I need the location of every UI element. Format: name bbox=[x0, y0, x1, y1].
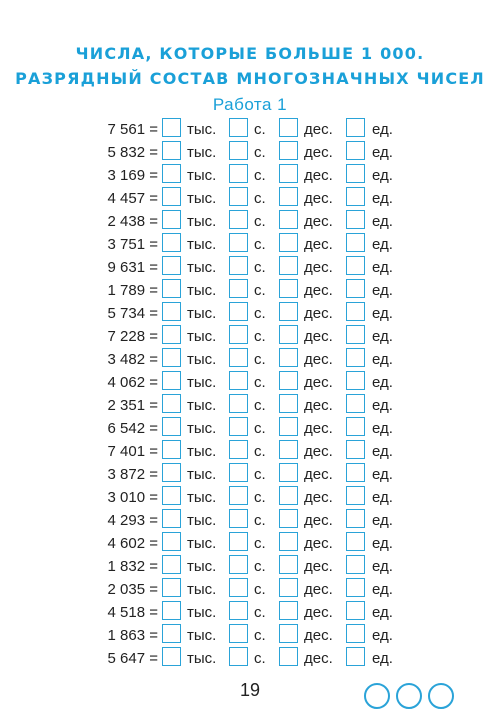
tens-unit-label: дес. bbox=[304, 443, 333, 460]
hundreds-unit-label: с. bbox=[254, 305, 266, 322]
thousands-unit-label: тыс. bbox=[187, 328, 217, 345]
exercise-row bbox=[0, 416, 500, 439]
ones-answer-box[interactable] bbox=[346, 486, 365, 505]
ones-unit-label: ед. bbox=[372, 535, 393, 552]
tens-unit-label: дес. bbox=[304, 351, 333, 368]
hundreds-unit-label: с. bbox=[254, 558, 266, 575]
hundreds-unit-label: с. bbox=[254, 535, 266, 552]
tens-answer-box[interactable] bbox=[279, 624, 298, 643]
ones-unit-label: ед. bbox=[372, 466, 393, 483]
ones-unit-label: ед. bbox=[372, 581, 393, 598]
ones-answer-box[interactable] bbox=[346, 532, 365, 551]
assessment-circle-2[interactable] bbox=[396, 683, 422, 709]
tens-unit-label: дес. bbox=[304, 374, 333, 391]
title-line-2: РАЗРЯДНЫЙ СОСТАВ МНОГОЗНАЧНЫХ ЧИСЕЛ bbox=[15, 69, 485, 88]
tens-answer-box[interactable] bbox=[279, 279, 298, 298]
exercise-row bbox=[0, 554, 500, 577]
tens-answer-box[interactable] bbox=[279, 302, 298, 321]
hundreds-answer-box[interactable] bbox=[229, 348, 248, 367]
exercise-row bbox=[0, 347, 500, 370]
tens-answer-box[interactable] bbox=[279, 325, 298, 344]
ones-unit-label: ед. bbox=[372, 420, 393, 437]
hundreds-unit-label: с. bbox=[254, 604, 266, 621]
tens-unit-label: дес. bbox=[304, 190, 333, 207]
number-expression: 4 518 = bbox=[107, 604, 158, 621]
hundreds-unit-label: с. bbox=[254, 167, 266, 184]
ones-unit-label: ед. bbox=[372, 144, 393, 161]
number-expression: 1 789 = bbox=[107, 282, 158, 299]
tens-unit-label: дес. bbox=[304, 282, 333, 299]
thousands-answer-box[interactable] bbox=[162, 417, 181, 436]
ones-answer-box[interactable] bbox=[346, 233, 365, 252]
tens-answer-box[interactable] bbox=[279, 647, 298, 666]
ones-unit-label: ед. bbox=[372, 213, 393, 230]
hundreds-answer-box[interactable] bbox=[229, 210, 248, 229]
hundreds-unit-label: с. bbox=[254, 397, 266, 414]
hundreds-answer-box[interactable] bbox=[229, 647, 248, 666]
exercise-row bbox=[0, 439, 500, 462]
exercise-row bbox=[0, 163, 500, 186]
ones-answer-box[interactable] bbox=[346, 624, 365, 643]
number-expression: 4 293 = bbox=[107, 512, 158, 529]
number-expression: 7 401 = bbox=[107, 443, 158, 460]
tens-unit-label: дес. bbox=[304, 581, 333, 598]
hundreds-unit-label: с. bbox=[254, 236, 266, 253]
thousands-unit-label: тыс. bbox=[187, 443, 217, 460]
tens-unit-label: дес. bbox=[304, 167, 333, 184]
thousands-answer-box[interactable] bbox=[162, 233, 181, 252]
thousands-answer-box[interactable] bbox=[162, 555, 181, 574]
exercise-rows bbox=[0, 117, 500, 669]
thousands-answer-box[interactable] bbox=[162, 601, 181, 620]
ones-answer-box[interactable] bbox=[346, 256, 365, 275]
hundreds-answer-box[interactable] bbox=[229, 601, 248, 620]
ones-answer-box[interactable] bbox=[346, 647, 365, 666]
thousands-unit-label: тыс. bbox=[187, 190, 217, 207]
tens-answer-box[interactable] bbox=[279, 210, 298, 229]
exercise-row bbox=[0, 462, 500, 485]
thousands-answer-box[interactable] bbox=[162, 302, 181, 321]
number-expression: 3 010 = bbox=[107, 489, 158, 506]
thousands-unit-label: тыс. bbox=[187, 558, 217, 575]
tens-answer-box[interactable] bbox=[279, 371, 298, 390]
ones-unit-label: ед. bbox=[372, 650, 393, 667]
ones-answer-box[interactable] bbox=[346, 164, 365, 183]
ones-answer-box[interactable] bbox=[346, 141, 365, 160]
number-expression: 7 228 = bbox=[107, 328, 158, 345]
tens-answer-box[interactable] bbox=[279, 141, 298, 160]
hundreds-unit-label: с. bbox=[254, 374, 266, 391]
tens-unit-label: дес. bbox=[304, 397, 333, 414]
thousands-unit-label: тыс. bbox=[187, 627, 217, 644]
hundreds-unit-label: с. bbox=[254, 650, 266, 667]
tens-unit-label: дес. bbox=[304, 236, 333, 253]
number-expression: 7 561 = bbox=[107, 121, 158, 138]
hundreds-unit-label: с. bbox=[254, 466, 266, 483]
ones-answer-box[interactable] bbox=[346, 279, 365, 298]
tens-unit-label: дес. bbox=[304, 121, 333, 138]
tens-unit-label: дес. bbox=[304, 489, 333, 506]
number-expression: 3 751 = bbox=[107, 236, 158, 253]
exercise-row bbox=[0, 600, 500, 623]
thousands-answer-box[interactable] bbox=[162, 256, 181, 275]
ones-unit-label: ед. bbox=[372, 259, 393, 276]
tens-unit-label: дес. bbox=[304, 259, 333, 276]
exercise-row bbox=[0, 623, 500, 646]
tens-unit-label: дес. bbox=[304, 650, 333, 667]
hundreds-unit-label: с. bbox=[254, 420, 266, 437]
exercise-row bbox=[0, 531, 500, 554]
number-expression: 9 631 = bbox=[107, 259, 158, 276]
hundreds-answer-box[interactable] bbox=[229, 279, 248, 298]
thousands-unit-label: тыс. bbox=[187, 236, 217, 253]
hundreds-unit-label: с. bbox=[254, 328, 266, 345]
number-expression: 3 482 = bbox=[107, 351, 158, 368]
number-expression: 2 035 = bbox=[107, 581, 158, 598]
ones-unit-label: ед. bbox=[372, 397, 393, 414]
thousands-unit-label: тыс. bbox=[187, 466, 217, 483]
thousands-answer-box[interactable] bbox=[162, 371, 181, 390]
ones-unit-label: ед. bbox=[372, 121, 393, 138]
hundreds-answer-box[interactable] bbox=[229, 118, 248, 137]
ones-unit-label: ед. bbox=[372, 374, 393, 391]
hundreds-unit-label: с. bbox=[254, 213, 266, 230]
tens-answer-box[interactable] bbox=[279, 187, 298, 206]
tens-unit-label: дес. bbox=[304, 512, 333, 529]
thousands-answer-box[interactable] bbox=[162, 532, 181, 551]
number-expression: 4 602 = bbox=[107, 535, 158, 552]
hundreds-unit-label: с. bbox=[254, 190, 266, 207]
thousands-answer-box[interactable] bbox=[162, 187, 181, 206]
thousands-answer-box[interactable] bbox=[162, 578, 181, 597]
ones-unit-label: ед. bbox=[372, 305, 393, 322]
number-expression: 5 734 = bbox=[107, 305, 158, 322]
number-expression: 4 457 = bbox=[107, 190, 158, 207]
hundreds-unit-label: с. bbox=[254, 121, 266, 138]
hundreds-answer-box[interactable] bbox=[229, 233, 248, 252]
thousands-unit-label: тыс. bbox=[187, 282, 217, 299]
ones-answer-box[interactable] bbox=[346, 118, 365, 137]
ones-unit-label: ед. bbox=[372, 328, 393, 345]
worksheet-subtitle: Работа 1 bbox=[212, 95, 288, 114]
ones-unit-label: ед. bbox=[372, 282, 393, 299]
exercise-row bbox=[0, 186, 500, 209]
thousands-answer-box[interactable] bbox=[162, 279, 181, 298]
hundreds-unit-label: с. bbox=[254, 144, 266, 161]
hundreds-answer-box[interactable] bbox=[229, 141, 248, 160]
number-expression: 2 351 = bbox=[107, 397, 158, 414]
thousands-answer-box[interactable] bbox=[162, 348, 181, 367]
exercise-row bbox=[0, 140, 500, 163]
ones-answer-box[interactable] bbox=[346, 578, 365, 597]
number-expression: 5 832 = bbox=[107, 144, 158, 161]
exercise-row bbox=[0, 577, 500, 600]
tens-unit-label: дес. bbox=[304, 420, 333, 437]
ones-answer-box[interactable] bbox=[346, 371, 365, 390]
ones-answer-box[interactable] bbox=[346, 601, 365, 620]
ones-answer-box[interactable] bbox=[346, 440, 365, 459]
hundreds-answer-box[interactable] bbox=[229, 440, 248, 459]
thousands-answer-box[interactable] bbox=[162, 164, 181, 183]
hundreds-unit-label: с. bbox=[254, 627, 266, 644]
thousands-answer-box[interactable] bbox=[162, 624, 181, 643]
number-expression: 1 832 = bbox=[107, 558, 158, 575]
exercise-row bbox=[0, 117, 500, 140]
hundreds-answer-box[interactable] bbox=[229, 371, 248, 390]
ones-answer-box[interactable] bbox=[346, 302, 365, 321]
hundreds-unit-label: с. bbox=[254, 282, 266, 299]
hundreds-unit-label: с. bbox=[254, 259, 266, 276]
tens-unit-label: дес. bbox=[304, 328, 333, 345]
number-expression: 2 438 = bbox=[107, 213, 158, 230]
thousands-unit-label: тыс. bbox=[187, 535, 217, 552]
thousands-answer-box[interactable] bbox=[162, 463, 181, 482]
ones-answer-box[interactable] bbox=[346, 417, 365, 436]
ones-answer-box[interactable] bbox=[346, 325, 365, 344]
ones-unit-label: ед. bbox=[372, 512, 393, 529]
ones-answer-box[interactable] bbox=[346, 187, 365, 206]
thousands-unit-label: тыс. bbox=[187, 581, 217, 598]
hundreds-answer-box[interactable] bbox=[229, 325, 248, 344]
hundreds-answer-box[interactable] bbox=[229, 624, 248, 643]
ones-unit-label: ед. bbox=[372, 236, 393, 253]
page-number: 19 bbox=[239, 680, 261, 700]
tens-unit-label: дес. bbox=[304, 213, 333, 230]
hundreds-answer-box[interactable] bbox=[229, 509, 248, 528]
hundreds-unit-label: с. bbox=[254, 512, 266, 529]
exercise-row bbox=[0, 278, 500, 301]
tens-answer-box[interactable] bbox=[279, 509, 298, 528]
exercise-row bbox=[0, 255, 500, 278]
exercise-row bbox=[0, 508, 500, 531]
tens-answer-box[interactable] bbox=[279, 417, 298, 436]
exercise-row bbox=[0, 232, 500, 255]
hundreds-answer-box[interactable] bbox=[229, 256, 248, 275]
tens-unit-label: дес. bbox=[304, 144, 333, 161]
hundreds-answer-box[interactable] bbox=[229, 532, 248, 551]
exercise-row bbox=[0, 370, 500, 393]
thousands-answer-box[interactable] bbox=[162, 118, 181, 137]
exercise-row bbox=[0, 485, 500, 508]
thousands-answer-box[interactable] bbox=[162, 647, 181, 666]
ones-unit-label: ед. bbox=[372, 443, 393, 460]
tens-unit-label: дес. bbox=[304, 558, 333, 575]
thousands-unit-label: тыс. bbox=[187, 305, 217, 322]
ones-unit-label: ед. bbox=[372, 167, 393, 184]
tens-answer-box[interactable] bbox=[279, 233, 298, 252]
tens-unit-label: дес. bbox=[304, 466, 333, 483]
self-assessment-circles bbox=[364, 683, 464, 713]
number-expression: 3 872 = bbox=[107, 466, 158, 483]
thousands-unit-label: тыс. bbox=[187, 650, 217, 667]
tens-answer-box[interactable] bbox=[279, 440, 298, 459]
ones-unit-label: ед. bbox=[372, 489, 393, 506]
thousands-unit-label: тыс. bbox=[187, 167, 217, 184]
tens-unit-label: дес. bbox=[304, 535, 333, 552]
hundreds-answer-box[interactable] bbox=[229, 164, 248, 183]
thousands-unit-label: тыс. bbox=[187, 351, 217, 368]
thousands-answer-box[interactable] bbox=[162, 325, 181, 344]
hundreds-unit-label: с. bbox=[254, 489, 266, 506]
thousands-unit-label: тыс. bbox=[187, 213, 217, 230]
exercise-row bbox=[0, 646, 500, 669]
thousands-unit-label: тыс. bbox=[187, 374, 217, 391]
thousands-answer-box[interactable] bbox=[162, 509, 181, 528]
tens-answer-box[interactable] bbox=[279, 256, 298, 275]
ones-answer-box[interactable] bbox=[346, 463, 365, 482]
hundreds-answer-box[interactable] bbox=[229, 486, 248, 505]
hundreds-answer-box[interactable] bbox=[229, 302, 248, 321]
hundreds-answer-box[interactable] bbox=[229, 187, 248, 206]
thousands-answer-box[interactable] bbox=[162, 210, 181, 229]
tens-answer-box[interactable] bbox=[279, 486, 298, 505]
assessment-circle-1[interactable] bbox=[364, 683, 390, 709]
tens-answer-box[interactable] bbox=[279, 348, 298, 367]
tens-unit-label: дес. bbox=[304, 604, 333, 621]
exercise-row bbox=[0, 209, 500, 232]
hundreds-unit-label: с. bbox=[254, 351, 266, 368]
ones-answer-box[interactable] bbox=[346, 555, 365, 574]
thousands-unit-label: тыс. bbox=[187, 604, 217, 621]
hundreds-answer-box[interactable] bbox=[229, 394, 248, 413]
hundreds-answer-box[interactable] bbox=[229, 463, 248, 482]
hundreds-answer-box[interactable] bbox=[229, 417, 248, 436]
thousands-unit-label: тыс. bbox=[187, 420, 217, 437]
ones-answer-box[interactable] bbox=[346, 394, 365, 413]
ones-answer-box[interactable] bbox=[346, 348, 365, 367]
tens-unit-label: дес. bbox=[304, 305, 333, 322]
number-expression: 3 169 = bbox=[107, 167, 158, 184]
exercise-row bbox=[0, 324, 500, 347]
thousands-unit-label: тыс. bbox=[187, 144, 217, 161]
tens-answer-box[interactable] bbox=[279, 578, 298, 597]
ones-unit-label: ед. bbox=[372, 558, 393, 575]
thousands-unit-label: тыс. bbox=[187, 489, 217, 506]
thousands-answer-box[interactable] bbox=[162, 141, 181, 160]
thousands-unit-label: тыс. bbox=[187, 512, 217, 529]
tens-answer-box[interactable] bbox=[279, 555, 298, 574]
number-expression: 6 542 = bbox=[107, 420, 158, 437]
thousands-unit-label: тыс. bbox=[187, 259, 217, 276]
ones-unit-label: ед. bbox=[372, 604, 393, 621]
tens-answer-box[interactable] bbox=[279, 601, 298, 620]
number-expression: 5 647 = bbox=[107, 650, 158, 667]
thousands-answer-box[interactable] bbox=[162, 394, 181, 413]
exercise-row bbox=[0, 393, 500, 416]
thousands-answer-box[interactable] bbox=[162, 486, 181, 505]
ones-answer-box[interactable] bbox=[346, 210, 365, 229]
number-expression: 1 863 = bbox=[107, 627, 158, 644]
hundreds-answer-box[interactable] bbox=[229, 555, 248, 574]
ones-unit-label: ед. bbox=[372, 627, 393, 644]
hundreds-unit-label: с. bbox=[254, 581, 266, 598]
title-line-1: ЧИСЛА, КОТОРЫЕ БОЛЬШЕ 1 000. bbox=[75, 44, 425, 63]
tens-answer-box[interactable] bbox=[279, 532, 298, 551]
exercise-row bbox=[0, 301, 500, 324]
tens-answer-box[interactable] bbox=[279, 394, 298, 413]
ones-answer-box[interactable] bbox=[346, 509, 365, 528]
tens-answer-box[interactable] bbox=[279, 118, 298, 137]
thousands-answer-box[interactable] bbox=[162, 440, 181, 459]
ones-unit-label: ед. bbox=[372, 190, 393, 207]
tens-answer-box[interactable] bbox=[279, 164, 298, 183]
thousands-unit-label: тыс. bbox=[187, 121, 217, 138]
thousands-unit-label: тыс. bbox=[187, 397, 217, 414]
tens-answer-box[interactable] bbox=[279, 463, 298, 482]
hundreds-answer-box[interactable] bbox=[229, 578, 248, 597]
ones-unit-label: ед. bbox=[372, 351, 393, 368]
number-expression: 4 062 = bbox=[107, 374, 158, 391]
hundreds-unit-label: с. bbox=[254, 443, 266, 460]
tens-unit-label: дес. bbox=[304, 627, 333, 644]
assessment-circle-3[interactable] bbox=[428, 683, 454, 709]
